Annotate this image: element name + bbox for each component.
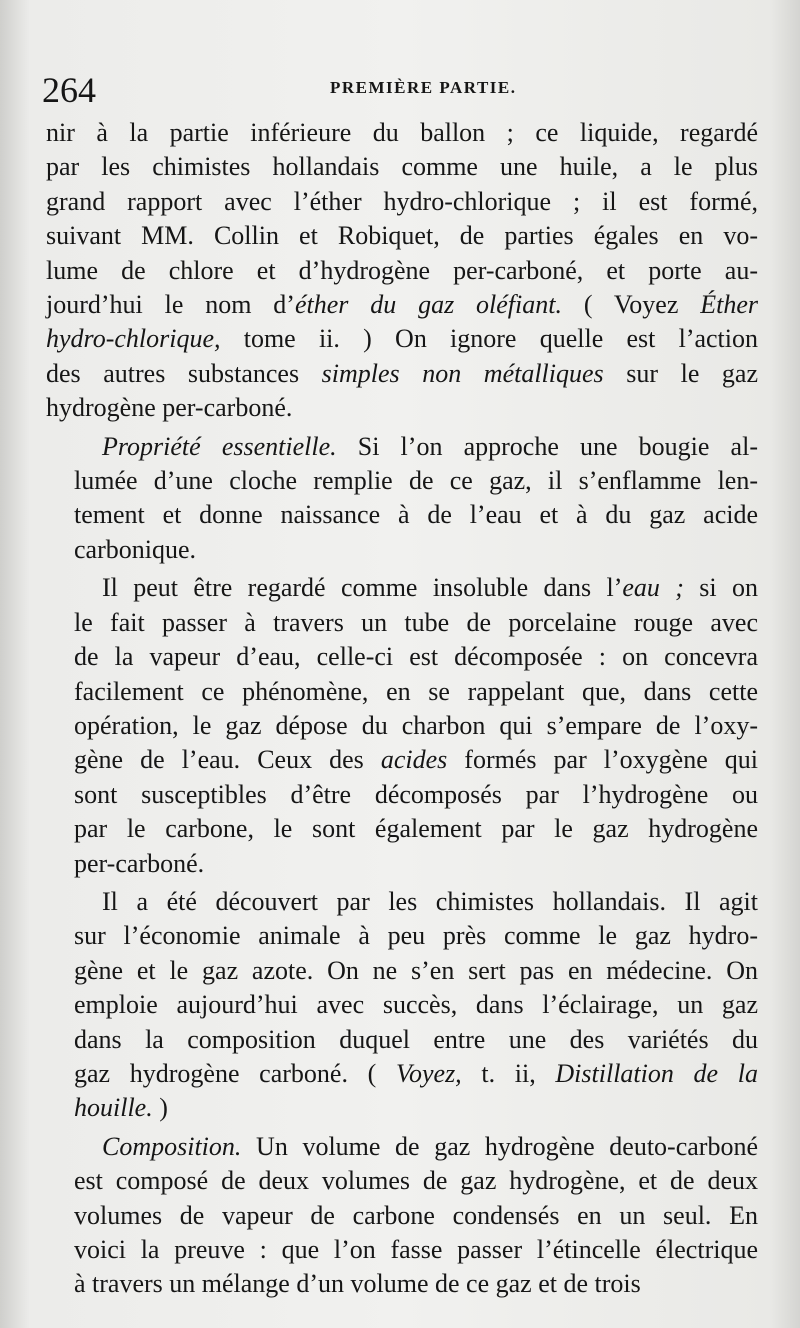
text-run: sur l’économie animale à peu près comme le gaz hydro- — [74, 921, 758, 951]
text-line — [46, 116, 758, 150]
text-run: nir à la partie inférieure du ballon ; ce liquide, regardé — [46, 118, 758, 147]
text-run: gène de l’eau. Ceux des — [74, 745, 381, 775]
text-run: ) — [152, 1093, 168, 1123]
text-run: à travers un mélange d’un volume de ce gaz et de trois — [74, 1269, 641, 1299]
running-title: PREMIÈRE PARTIE. — [330, 78, 517, 97]
text-line — [46, 1267, 758, 1301]
text-line — [46, 709, 758, 743]
text-run: lumée d’une cloche remplie de ce gaz, il s’enflamme len- — [74, 466, 758, 496]
text-run: gène et le gaz azote. On ne s’en sert pas en médecine. On — [74, 955, 758, 985]
text-line — [46, 254, 758, 288]
text-line — [46, 988, 758, 1022]
text-line — [46, 533, 758, 567]
text-run: suivant MM. Collin et Robiquet, de parties égales en vo- — [46, 221, 758, 251]
text-line — [46, 1164, 758, 1198]
text-line — [46, 919, 758, 953]
italic-text: simples non métalliques — [321, 358, 604, 388]
italic-text: éther du gaz oléfiant. — [294, 290, 562, 320]
paragraph — [46, 571, 758, 881]
text-line — [46, 1091, 758, 1125]
text-run: volumes de vapeur de carbone condensés en un seul. En — [74, 1200, 758, 1230]
text-line — [46, 743, 758, 777]
text-line — [46, 812, 758, 846]
text-run: voici la preuve : que l’on fasse passer l’étincelle électrique — [74, 1235, 758, 1264]
italic-text: Distillation de la — [555, 1058, 758, 1088]
text-run: emploie aujourd’hui avec succès, dans l’éclairage, un gaz — [74, 990, 758, 1020]
italic-text: Composition. — [102, 1131, 242, 1161]
text-run: per-carboné. — [74, 848, 205, 878]
text-run: ( Voyez — [561, 290, 701, 320]
text-line — [46, 391, 758, 425]
text-run: sur le gaz — [603, 358, 759, 388]
text-run: sont susceptibles d’être décomposés par l’hydrogène ou — [74, 779, 758, 809]
text-line — [46, 1057, 758, 1091]
text-line — [46, 288, 758, 322]
text-run: si on — [683, 573, 758, 603]
text-run: tome ii. ) On ignore quelle est l’action — [220, 324, 758, 354]
text-run: grand rapport avec l’éther hydro-chlorique ; il est formé, — [46, 186, 758, 216]
text-run: Si l’on approche une bougie al- — [336, 431, 758, 461]
text-run: tement et donne naissance à de l’eau et à du gaz acide — [74, 500, 758, 530]
text-run: Il a été découvert par les chimistes hollandais. Il agit — [102, 886, 758, 916]
text-line — [46, 219, 758, 253]
text-run: lume de chlore et d’hydrogène per-carboné, et porte au- — [46, 255, 758, 285]
italic-text: acides — [380, 745, 448, 775]
text-run: facilement ce phénomène, en se rappelant que, dans cette — [74, 676, 758, 706]
text-line — [46, 847, 758, 881]
italic-text: eau ; — [622, 573, 684, 603]
text-run: formés par l’oxygène qui — [447, 745, 758, 775]
text-line — [46, 1233, 758, 1267]
paragraph — [46, 1130, 758, 1302]
paragraph — [46, 116, 758, 426]
text-line — [46, 185, 758, 219]
text-line — [46, 778, 758, 812]
text-line — [46, 430, 758, 464]
text-line — [46, 498, 758, 532]
text-line — [46, 606, 758, 640]
italic-text: hydro-chlorique, — [46, 324, 221, 354]
text-line — [46, 1023, 758, 1057]
text-run: Il peut être regardé comme insoluble dans l’ — [102, 573, 623, 603]
text-line — [46, 885, 758, 919]
text-run: dans la composition duquel entre une des variétés du — [74, 1024, 758, 1054]
text-run: carbonique. — [74, 534, 197, 564]
text-line — [46, 954, 758, 988]
italic-text: houille. — [74, 1093, 153, 1123]
text-line — [46, 1130, 758, 1164]
italic-text: Éther — [700, 290, 758, 320]
text-run: hydrogène per-carboné. — [46, 393, 293, 423]
text-run: opération, le gaz dépose du charbon qui s’empare de l’oxy- — [74, 710, 758, 740]
italic-text: Voyez, — [395, 1058, 462, 1088]
text-run: Un volume de gaz hydrogène deuto-carboné — [241, 1131, 758, 1161]
page-number: 264 — [42, 70, 96, 110]
body-text — [46, 116, 758, 1302]
text-line — [46, 464, 758, 498]
text-run: jourd’hui le nom d’ — [46, 290, 295, 320]
text-run: t. ii, — [461, 1058, 556, 1088]
text-run: de la vapeur d’eau, celle-ci est décomposée : on concevra — [74, 642, 758, 672]
text-line — [46, 571, 758, 605]
page-header — [42, 70, 770, 114]
text-line — [46, 675, 758, 709]
text-line — [46, 357, 758, 391]
text-line — [46, 640, 758, 674]
text-line — [46, 1199, 758, 1233]
text-run: des autres substances — [46, 358, 322, 388]
text-run: par le carbone, le sont également par le gaz hydrogène — [74, 814, 758, 844]
paragraph — [46, 430, 758, 568]
text-line — [46, 322, 758, 356]
text-run: gaz hydrogène carboné. ( — [74, 1058, 396, 1088]
text-run: par les chimistes hollandais comme une huile, a le plus — [46, 152, 758, 182]
text-line — [46, 150, 758, 184]
paragraph — [46, 885, 758, 1126]
text-run: le fait passer à travers un tube de porcelaine rouge avec — [74, 607, 758, 637]
italic-text: Propriété essentielle. — [102, 431, 337, 461]
text-run: est composé de deux volumes de gaz hydrogène, et de deux — [74, 1166, 758, 1196]
